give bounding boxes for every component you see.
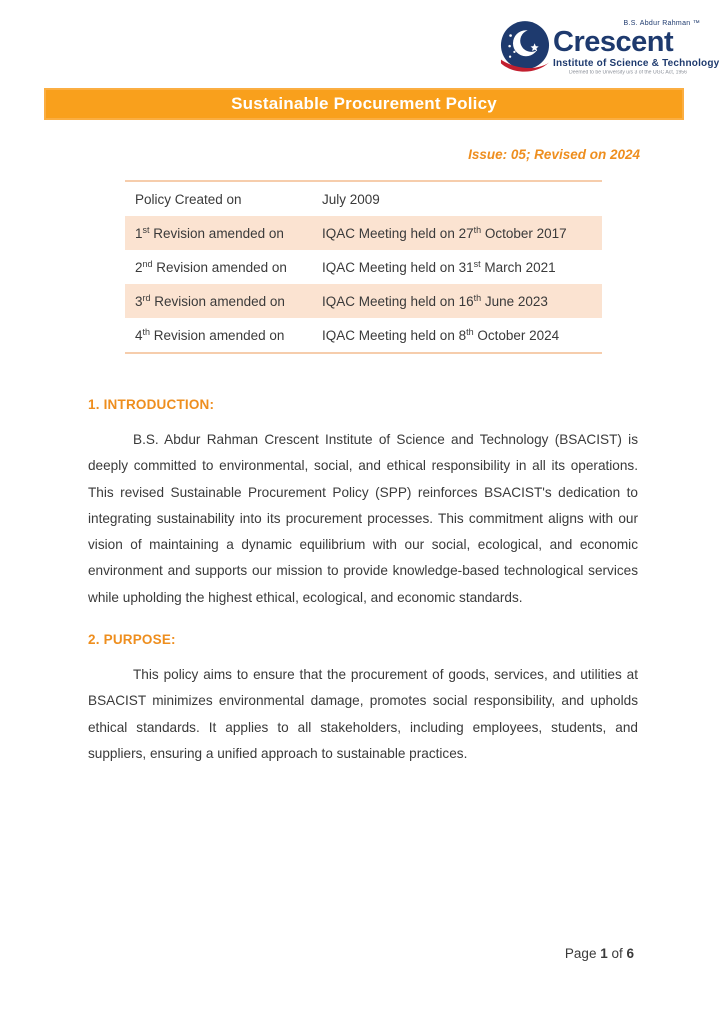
logo-brand-name: Crescent [553, 26, 674, 58]
logo-trademark-line: B.S. Abdur Rahman ™ [623, 20, 700, 27]
row-label: 2nd Revision amended on [135, 258, 287, 275]
table-row [125, 284, 602, 318]
row-value: IQAC Meeting held on 27th October 2017 [322, 224, 567, 241]
title-banner [44, 88, 684, 120]
crescent-moon-stars-icon [500, 20, 550, 78]
logo-tagline: Deemed to be University u/s 3 of the UGC Act, 1956 [569, 70, 687, 76]
table-row [125, 250, 602, 284]
table-row [125, 318, 602, 352]
row-value: July 2009 [322, 191, 380, 207]
of-word: of [607, 946, 627, 961]
section-heading-purpose: 2. PURPOSE: [88, 632, 176, 648]
row-value: IQAC Meeting held on 16th June 2023 [322, 292, 548, 309]
row-label: Policy Created on [135, 191, 242, 207]
row-label: 4th Revision amended on [135, 326, 285, 343]
document-title: Sustainable Procurement Policy [231, 94, 497, 113]
page-number: 1 [600, 946, 608, 961]
document-body [88, 397, 638, 767]
purpose-paragraph: This policy aims to ensure that the procurement of goods, services, and utilities at BSACIST minimizes environmental damage, promotes social responsibility, and upholds ethical standards. It applies to all stakeholders, including employees, students, and suppliers, ensuring a unified approach to sustainable practices. [88, 667, 638, 761]
section-heading-introduction: 1. INTRODUCTION: [88, 397, 215, 412]
introduction-paragraph: B.S. Abdur Rahman Crescent Institute of Science and Technology (BSACIST) is deeply committed to environmental, social, and ethical responsibility in all its operations. This revised Sustainable Procurement Policy (SPP) reinforces BSACIST's dedication to integrating sustainability into its procurement processes. This commitment aligns with our vision of maintaining a dynamic equilibrium with our social, ecological, and economic environment and supports our mission to provide knowledge-based technological services while upholding the highest ethical, ecological, and economic standards. [88, 432, 638, 605]
total-pages: 6 [626, 946, 634, 961]
row-value: IQAC Meeting held on 31st March 2021 [322, 258, 556, 275]
table-row [125, 216, 602, 250]
page-word: Page [564, 946, 601, 961]
revision-history-table [125, 180, 602, 354]
page-number-footer [44, 946, 634, 961]
table-row [125, 182, 602, 216]
row-value: IQAC Meeting held on 8th October 2024 [322, 326, 560, 343]
issue-revision-line: Issue: 05; Revised on 2024 [468, 147, 640, 162]
logo-subtitle: Institute of Science & Technology [553, 58, 720, 69]
institute-logo [498, 14, 720, 80]
row-label: 1st Revision amended on [135, 224, 284, 241]
row-label: 3rd Revision amended on [135, 292, 285, 309]
institute-logo-text [553, 20, 720, 76]
